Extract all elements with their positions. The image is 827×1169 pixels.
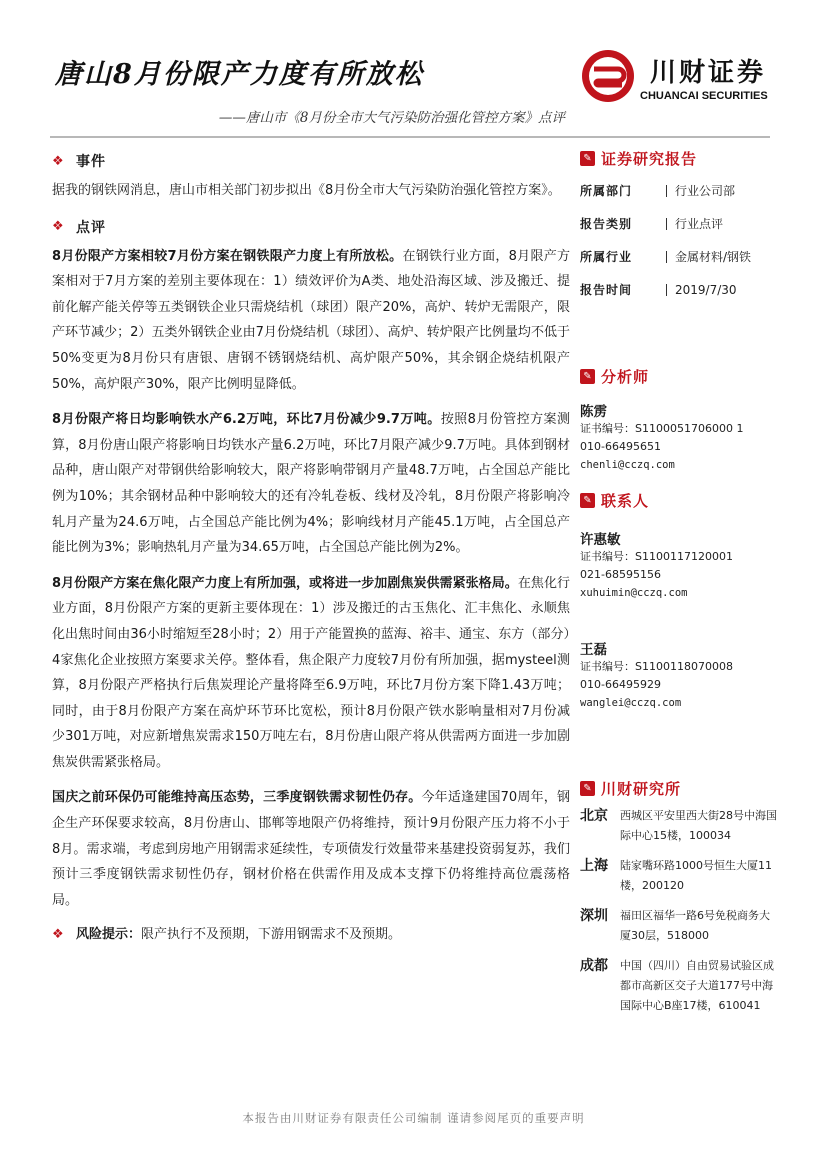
contact-email[interactable]: wanglei@cczq.com	[580, 697, 682, 709]
event-heading-text: 事件	[76, 154, 106, 170]
event-paragraph: 据我的钢铁网消息，唐山市相关部门初步拟出《8月份全市大气污染防治强化管控方案》。	[52, 183, 561, 198]
analyst-heading	[580, 364, 780, 388]
info-row-category	[580, 207, 780, 240]
contact-email[interactable]: xuhuimin@cczq.com	[580, 587, 688, 599]
institute-section-icon: ✎	[580, 781, 595, 796]
analyst-name: 陈雳	[580, 404, 607, 420]
report-subtitle: ——唐山市《8月份全市大气污染防治强化管控方案》点评	[218, 110, 565, 126]
paragraph-text: 今年适逢建国70周年，钢企生产环保要求较高，8月份唐山、邯郸等地限产仍将维持，预计9月份限产压力将不小于8月。需求端，考虑到房地产用钢需求延续性，专项债发行效量带来基建投资弱复苏，我们预计三季度钢铁需求韧性仍存，钢材价格在供需作用及成本支撑下仍将维持高位震荡格局。	[52, 790, 570, 908]
info-key: 所属部门	[580, 184, 633, 198]
report-title: 唐山8月份限产力度有所放松	[55, 59, 424, 90]
paragraph-text: 在焦化行业方面，8月份限产方案的更新主要体现在：1）涉及搬迁的古玉焦化、汇丰焦化、永顺焦化出焦时间由36小时缩短至28小时；2）用于产能置换的蓝海、裕丰、通宝、东方（部分）4家焦化企业按照方案要求关停。整体看，焦企限产力度较7月份有所加强，据mysteel测算，8月份限产严格执行后焦炭理论产量将降至6.9万吨，环比7月份方案下降1.43万吨；同时，由于8月份限产方案在高炉环节环比宽松，预计8月份限产铁水影响量相对7月份减少301万吨，对应新增焦炭需求150万吨左右，8月份唐山限产将从供需两方面进一步加剧焦炭供需紧张格局。	[52, 575, 570, 770]
contact-section-icon: ✎	[580, 493, 595, 508]
page-footer: 本报告由川财证券有限责任公司编制 谨请参阅尾页的重要声明	[242, 1111, 585, 1125]
info-row-industry	[580, 240, 780, 273]
logo-emblem-icon	[580, 48, 636, 104]
analyst-cert: 证书编号：S1100051706000 1	[580, 422, 744, 435]
info-value: 行业公司部	[666, 185, 735, 197]
info-key: 报告时间	[580, 283, 633, 297]
diamond-bullet-icon: ❖	[52, 219, 64, 235]
analyst-heading-text: 分析师	[601, 367, 650, 386]
report-section-icon: ✎	[580, 151, 595, 166]
office-city: 上海	[580, 858, 608, 874]
info-value: 金属材料/钢铁	[666, 251, 751, 263]
analyst-section-icon: ✎	[580, 369, 595, 384]
office-city: 北京	[580, 808, 608, 824]
info-value: 2019/7/30	[666, 284, 737, 296]
info-value: 行业点评	[666, 218, 723, 230]
comment-paragraph-2	[52, 407, 570, 561]
institute-heading-text: 川财研究所	[601, 779, 682, 798]
event-section-heading	[52, 148, 570, 174]
comment-heading-text: 点评	[76, 219, 106, 236]
diamond-bullet-icon: ❖	[52, 153, 64, 169]
analyst-phone: 010-66495651	[580, 440, 661, 453]
office-shanghai	[580, 856, 780, 896]
company-logo	[580, 48, 780, 110]
paragraph-text: 在钢铁行业方面，8月限产方案相对于7月方案的差别主要体现在：1）绩效评价为A类、地处沿海区域、涉及搬迁、提前化解产能关停等五类钢铁企业只需烧结机（球团）限产20%，高炉、转炉无需限产，限产环节减少；2）五类外钢铁企业由7月份烧结机（球团）、高炉、转炉限产比例量均不低于50%变更为8月份只有唐银、唐钢不锈钢烧结机、高炉限产50%，其余钢企烧结机限产50%，高炉限产30%，限产比例明显降低。	[52, 248, 570, 392]
contact-cert: 证书编号：S1100118070008	[580, 660, 733, 673]
contact-cert: 证书编号：S1100117120001	[580, 550, 733, 563]
office-address: 西城区平安里西大街28号中海国际中心15楼，100034	[620, 809, 777, 842]
risk-warning	[52, 923, 570, 947]
comment-paragraph-1	[52, 244, 570, 398]
logo-chinese-name: 川财证券	[650, 58, 767, 88]
info-key: 所属行业	[580, 250, 633, 264]
contact-heading	[580, 488, 780, 512]
institute-heading	[580, 776, 780, 800]
diamond-bullet-icon: ❖	[52, 927, 64, 943]
comment-section-heading	[52, 214, 570, 240]
contact-heading-text: 联系人	[601, 491, 650, 510]
report-info-heading	[580, 146, 780, 170]
office-city: 深圳	[580, 908, 608, 924]
logo-english-name: CHUANCAI SECURITIES	[640, 90, 768, 102]
info-key: 报告类别	[580, 217, 633, 231]
office-chengdu	[580, 956, 780, 1016]
office-address: 福田区福华一路6号免税商务大厦30层，518000	[620, 909, 770, 942]
contact-card	[580, 638, 780, 712]
risk-text: 限产执行不及预期，下游用钢需求不及预期。	[141, 927, 402, 943]
comment-paragraph-4	[52, 785, 570, 913]
comment-paragraph-3	[52, 571, 570, 776]
paragraph-lead: 国庆之前环保仍可能维持高压态势，三季度钢铁需求韧性仍存。	[52, 790, 422, 806]
risk-label: 风险提示：	[76, 927, 142, 943]
sidebar	[580, 146, 780, 1026]
paragraph-lead: 8月份限产方案在焦化限产力度上有所加强，或将进一步加剧焦炭供需紧张格局。	[52, 575, 518, 591]
info-row-date	[580, 273, 780, 306]
info-row-department	[580, 174, 780, 207]
contact-phone: 021-68595156	[580, 568, 661, 581]
paragraph-text: 按照8月份管控方案测算，8月份唐山限产将影响日均铁水产量6.2万吨，环比7月限产减少9.7万吨。具体到钢材品种，唐山限产对带钢供给影响较大，限产将影响带钢月产量48.7万吨，占全国总产能比例为10%；其余钢材品种中影响较大的还有冷轧卷板、线材及冷轧，8月份限产将影响冷轧月产量为24.6万吨，占全国总产能比例为4%；影响线材月产能45.1万吨，占全国总产能比例为3%；影响热轧月产量为34.65万吨，占全国总产能比例为2%。	[52, 412, 570, 556]
paragraph-lead: 8月份限产将日均影响铁水产6.2万吨，环比7月份减少9.7万吨。	[52, 412, 441, 428]
contact-card	[580, 528, 780, 602]
office-address: 陆家嘴环路1000号恒生大厦11楼，200120	[620, 859, 772, 892]
contact-name: 许惠敏	[580, 532, 621, 548]
paragraph-lead: 8月份限产方案相较7月份方案在钢铁限产力度上有所放松。	[52, 248, 403, 264]
office-beijing	[580, 806, 780, 846]
main-content	[52, 146, 570, 947]
office-shenzhen	[580, 906, 780, 946]
contact-phone: 010-66495929	[580, 678, 661, 691]
header-divider	[50, 136, 770, 138]
office-city: 成都	[580, 958, 608, 974]
contact-name: 王磊	[580, 642, 607, 658]
report-info-heading-text: 证券研究报告	[601, 149, 698, 168]
office-address: 中国（四川）自由贸易试验区成都市高新区交子大道177号中海国际中心B座17楼，610041	[620, 959, 774, 1012]
analyst-email[interactable]: chenli@cczq.com	[580, 459, 675, 471]
